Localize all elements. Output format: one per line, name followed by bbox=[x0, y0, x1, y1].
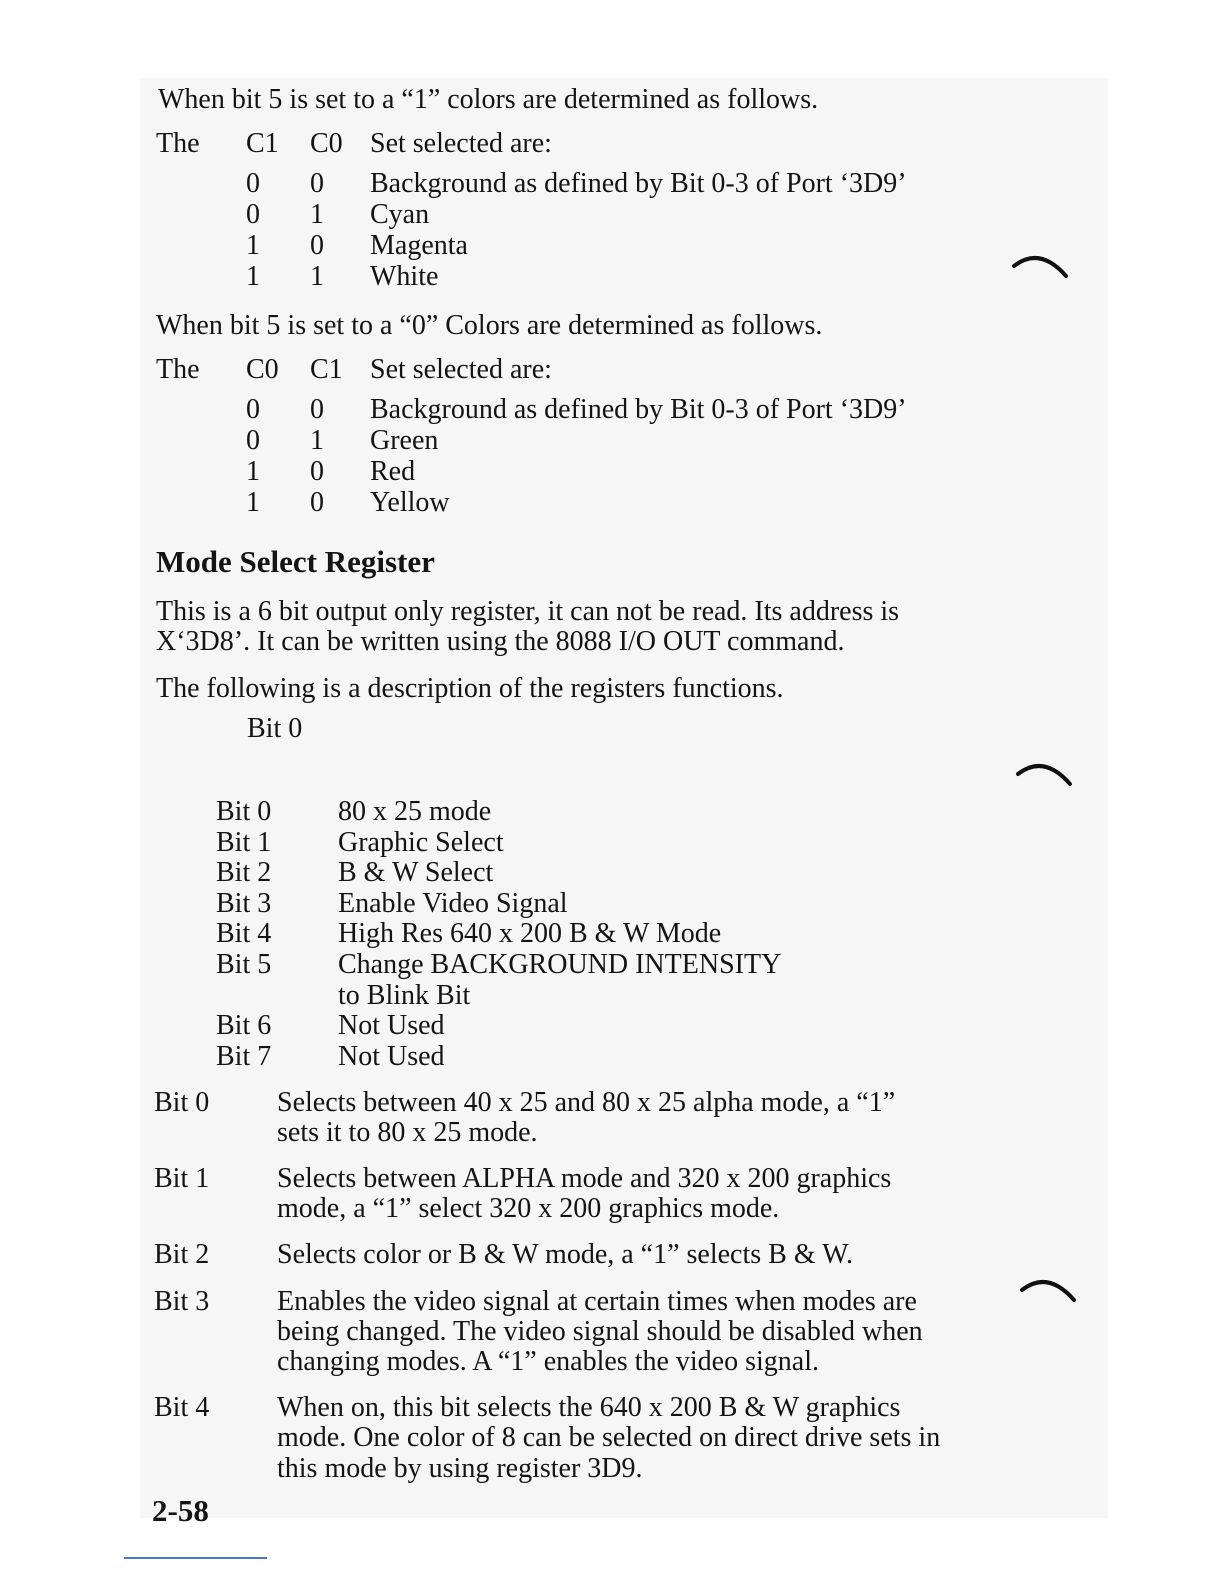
table-cell: 0 bbox=[246, 168, 260, 199]
text-line: When on, this bit selects the 640 x 200 B & W graphics bbox=[277, 1392, 901, 1424]
bit-description bbox=[277, 1286, 923, 1377]
bit-function: 80 x 25 mode bbox=[338, 796, 492, 827]
bit-description bbox=[277, 1087, 895, 1148]
binder-hole-arc-icon bbox=[1018, 1274, 1080, 1304]
list-item bbox=[216, 888, 781, 919]
bit-name: Bit 0 bbox=[216, 796, 272, 827]
table-cell: Background as defined by Bit 0-3 of Port ‘3D9’ bbox=[370, 168, 907, 199]
bit-function: Not Used bbox=[338, 1010, 445, 1042]
bit-summary-list bbox=[216, 796, 781, 1071]
table-cell: Magenta bbox=[370, 230, 468, 261]
bit-function: Not Used bbox=[338, 1040, 445, 1072]
text-line: X‘3D8’. It can be written using the 8088 I/O OUT command. bbox=[156, 626, 845, 657]
table-cell: Background as defined by Bit 0-3 of Port ‘3D9’ bbox=[370, 394, 907, 425]
table-cell: Cyan bbox=[370, 199, 430, 230]
table-cell: 0 bbox=[246, 394, 260, 425]
header-cell: C0 bbox=[310, 128, 343, 159]
list-item bbox=[216, 857, 781, 888]
table-cell: 0 bbox=[310, 394, 324, 425]
list-item bbox=[216, 796, 781, 827]
table-row bbox=[156, 456, 907, 487]
color-table-bit5-one bbox=[156, 128, 907, 292]
table-cell: 1 bbox=[310, 199, 324, 230]
list-item bbox=[216, 949, 781, 980]
list-item bbox=[216, 1041, 781, 1072]
table-header bbox=[156, 128, 907, 168]
table-cell: 0 bbox=[246, 425, 260, 456]
table-header bbox=[156, 354, 907, 394]
text-line: This is a 6 bit output only register, it can not be read. Its address is bbox=[156, 596, 900, 627]
bit-name: Bit 7 bbox=[216, 1040, 272, 1072]
table-row bbox=[156, 425, 907, 456]
description-item bbox=[154, 1087, 1024, 1148]
table-cell: 0 bbox=[310, 487, 324, 518]
table-cell: 1 bbox=[246, 456, 260, 487]
table-cell: 1 bbox=[310, 261, 324, 292]
bit-function: High Res 640 x 200 B & W Mode bbox=[338, 918, 722, 950]
text-line: changing modes. A “1” enables the video signal. bbox=[277, 1346, 819, 1378]
bit-name: Bit 3 bbox=[154, 1285, 210, 1317]
header-cell: C1 bbox=[310, 354, 343, 385]
table-row bbox=[156, 168, 907, 199]
table-cell: Yellow bbox=[370, 487, 450, 518]
header-cell: C1 bbox=[246, 128, 279, 159]
text-line: this mode by using register 3D9. bbox=[277, 1452, 643, 1484]
bit-description bbox=[277, 1392, 940, 1483]
table-row bbox=[156, 261, 907, 292]
bit-name: Bit 3 bbox=[216, 887, 272, 919]
description-item bbox=[154, 1286, 1024, 1377]
header-cell: Set selected are: bbox=[370, 354, 552, 385]
intro-bit5-one: When bit 5 is set to a “1” colors are determined as follows. bbox=[158, 84, 819, 115]
bit-label: Bit 0 bbox=[247, 713, 303, 744]
bit-description bbox=[277, 1163, 891, 1224]
bit-name: Bit 6 bbox=[216, 1010, 272, 1042]
list-item bbox=[216, 1010, 781, 1041]
bit-function: B & W Select bbox=[338, 857, 494, 889]
header-cell: C0 bbox=[246, 354, 279, 385]
bit-name: Bit 2 bbox=[154, 1239, 210, 1271]
bit-name: Bit 5 bbox=[216, 948, 272, 980]
text-line: being changed. The video signal should be disabled when bbox=[277, 1315, 923, 1347]
description-item bbox=[154, 1392, 1024, 1483]
text-line: Enables the video signal at certain times when modes are bbox=[277, 1285, 917, 1317]
bit-name: Bit 4 bbox=[154, 1392, 210, 1424]
bit-description-list bbox=[154, 1087, 1024, 1498]
list-item-continuation bbox=[216, 980, 781, 1011]
table-cell: 1 bbox=[310, 425, 324, 456]
bit-function: Change BACKGROUND INTENSITY bbox=[338, 948, 782, 980]
bit-name: Bit 2 bbox=[216, 857, 272, 889]
bit-name: Bit 1 bbox=[154, 1163, 210, 1195]
header-cell: The bbox=[156, 354, 200, 385]
list-item bbox=[216, 827, 781, 858]
bit-description bbox=[277, 1239, 853, 1270]
binder-hole-arc-icon bbox=[1014, 758, 1076, 788]
table-cell: Green bbox=[370, 425, 439, 456]
table-cell: 1 bbox=[246, 261, 260, 292]
table-row bbox=[156, 230, 907, 261]
table-row bbox=[156, 487, 907, 518]
text-line: mode. One color of 8 can be selected on direct drive sets in bbox=[277, 1422, 941, 1454]
bit-name: Bit 0 bbox=[154, 1087, 210, 1118]
table-cell: 1 bbox=[246, 487, 260, 518]
functions-intro: The following is a description of the registers functions. bbox=[156, 673, 784, 704]
text-line: Selects between 40 x 25 and 80 x 25 alpha mode, a “1” bbox=[277, 1087, 896, 1118]
bit-function: Enable Video Signal bbox=[338, 887, 568, 919]
table-row bbox=[156, 394, 907, 425]
bit-function: to Blink Bit bbox=[338, 979, 471, 1011]
section-heading: Mode Select Register bbox=[156, 544, 435, 579]
bit-function: Graphic Select bbox=[338, 826, 504, 858]
list-item bbox=[216, 918, 781, 949]
footer-rule bbox=[124, 1557, 267, 1559]
text-line: sets it to 80 x 25 mode. bbox=[277, 1117, 538, 1149]
binder-hole-arc-icon bbox=[1010, 250, 1072, 280]
table-cell: 0 bbox=[246, 199, 260, 230]
table-cell: 1 bbox=[246, 230, 260, 261]
table-row bbox=[156, 199, 907, 230]
header-cell: The bbox=[156, 128, 200, 159]
table-cell: 0 bbox=[310, 168, 324, 199]
header-cell: Set selected are: bbox=[370, 128, 552, 159]
description-item bbox=[154, 1239, 1024, 1270]
table-cell: 0 bbox=[310, 456, 324, 487]
bit-name: Bit 1 bbox=[216, 826, 272, 858]
color-table-bit5-zero bbox=[156, 354, 907, 518]
table-cell: White bbox=[370, 261, 439, 292]
text-line: mode, a “1” select 320 x 200 graphics mode. bbox=[277, 1193, 780, 1225]
description-item bbox=[154, 1163, 1024, 1224]
text-line: Selects between ALPHA mode and 320 x 200 graphics bbox=[277, 1163, 892, 1195]
page-number: 2-58 bbox=[152, 1493, 209, 1528]
table-cell: Red bbox=[370, 456, 416, 487]
register-intro bbox=[156, 596, 899, 656]
text-line: Selects color or B & W mode, a “1” selects B & W. bbox=[277, 1239, 853, 1271]
intro-bit5-zero: When bit 5 is set to a “0” Colors are determined as follows. bbox=[156, 310, 823, 341]
bit-name: Bit 4 bbox=[216, 918, 272, 950]
table-cell: 0 bbox=[310, 230, 324, 261]
